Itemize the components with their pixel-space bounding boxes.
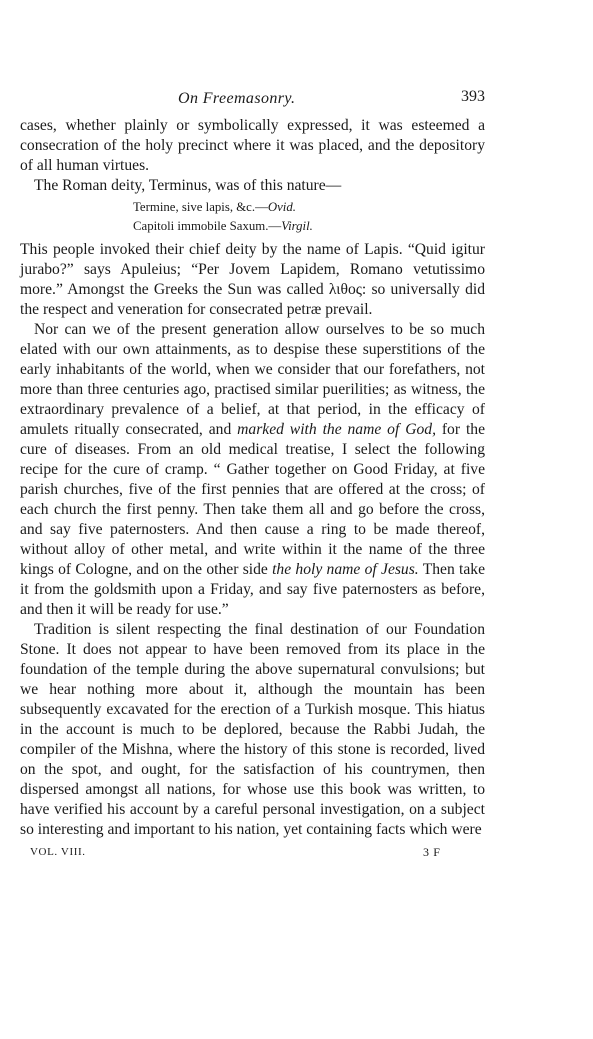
paragraph-4	[20, 320, 485, 620]
quotation-ovid	[133, 198, 485, 217]
running-title: On Freemasonry.	[178, 90, 296, 107]
page-number: 393	[461, 88, 485, 105]
quotation-virgil	[133, 217, 485, 236]
quotation-source: Virgil.	[281, 219, 313, 233]
body-text	[20, 116, 485, 840]
paragraph-2: The Roman deity, Terminus, was of this nature—	[34, 177, 342, 194]
paragraph-4-part-b: for the cure of diseases. From an old medical treatise, I select the following recipe for the cure of cramp. “ Gather together on Good Friday, at five parish churches, five of the first pennies that are offered at the cross; of each church the first penny. Then take them all and go before the cross, and say five paternosters. And then cause a ring to be made thereof, without alloy of other metal, and write within it the name of the three kings of Cologne, and on the other side	[20, 421, 485, 578]
verse-quotations	[133, 198, 485, 236]
signature-mark: 3 F	[423, 845, 441, 859]
page-footer	[20, 842, 485, 862]
page-header	[20, 88, 485, 116]
paragraph-4-emphasis: marked with the name of God,	[237, 421, 436, 438]
paragraph-4-emphasis-2: the holy name of Jesus.	[272, 561, 419, 578]
paragraph-4-part-c: Then take it from the goldsmith upon a Friday, and say five paternosters as before, and then it will be ready for use.”	[20, 561, 485, 618]
quotation-source: Ovid.	[267, 200, 296, 214]
paragraph-3: This people invoked their chief deity by the name of Lapis. “Quid igitur jurabo?” says Apuleius; “Per Jovem Lapidem, Romano vetutissimo more.” Amongst the Greeks the Sun was called λιθος: so universally did the respect and veneration for consecrated petræ prevail.	[20, 241, 485, 318]
paragraph-1: cases, whether plainly or symbolically expressed, it was esteemed a consecration of the holy precinct where it was placed, and the depository of all human virtues.	[20, 117, 485, 174]
quotation-text: Capitoli immobile Saxum.—	[133, 219, 282, 233]
paragraph-5: Tradition is silent respecting the final destination of our Foundation Stone. It does not appear to have been removed from its place in the foundation of the temple during the above supernatural convulsions; but we hear nothing more about it, although the mountain has been subsequently excavated for the erection of a Turkish mosque. This hiatus in the account is much to be deplored, because the Rabbi Judah, the compiler of the Mishna, where the history of this stone is recorded, lived on the spot, and ought, for the satisfaction of his countrymen, then dispersed amongst all nations, for whose use this book was written, to have verified his account by a careful personal investigation, on a subject so interesting and important to his nation, yet containing facts which were	[20, 621, 485, 838]
paragraph-4-part-a: Nor can we of the present generation allow ourselves to be so much elated with our own attainments, as to despise these superstitions of the early inhabitants of the world, when we consider that our forefathers, not more than three centuries ago, practised similar puerilities; as witness, the extraordinary prevalence of a belief, at that period, in the efficacy of amulets ritually consecrated, and	[20, 321, 485, 438]
volume-label: VOL. VIII.	[30, 846, 86, 858]
page	[20, 88, 485, 862]
quotation-text: Termine, sive lapis, &c.—	[133, 200, 268, 214]
